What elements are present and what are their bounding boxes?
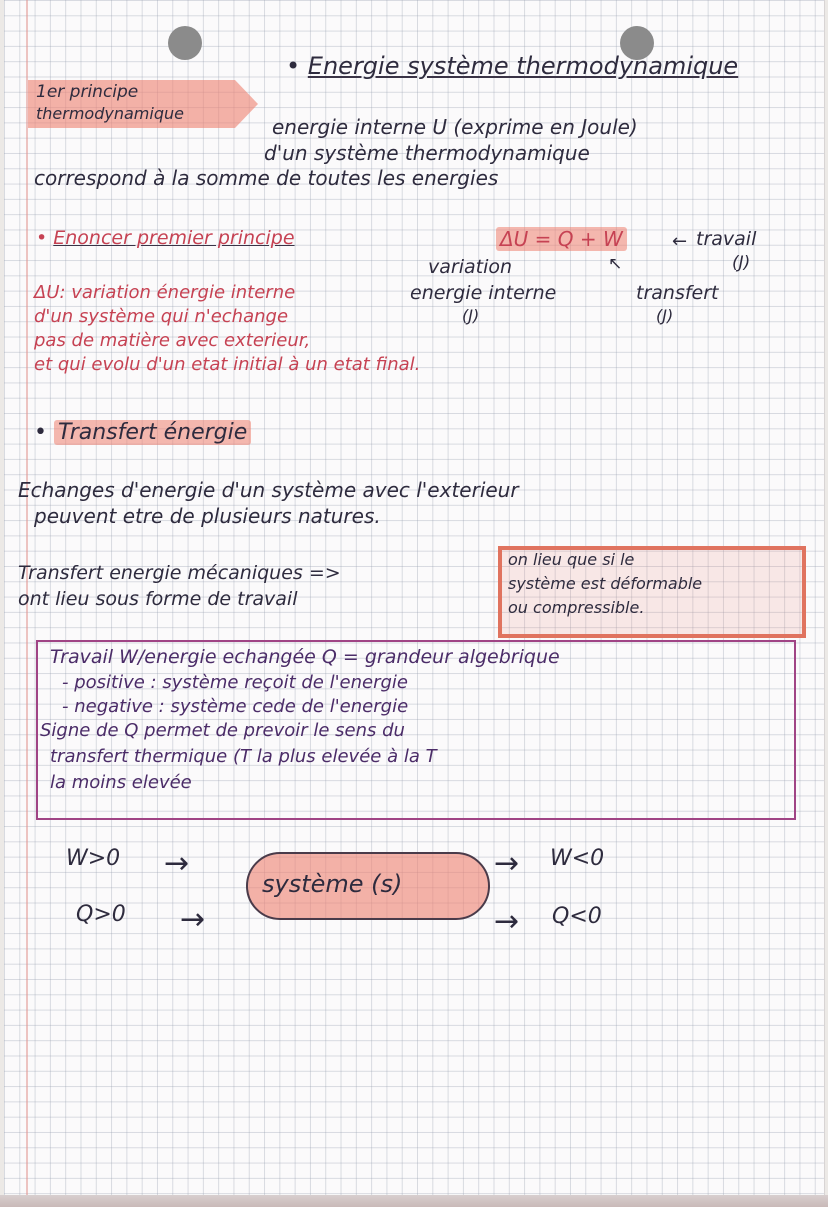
def-box-line2: - positive : système reçoit de l'energie xyxy=(62,672,408,693)
tr-unit: (J) xyxy=(656,306,674,325)
note-line1: on lieu que si le xyxy=(508,550,635,569)
enonce-heading: • Enoncer premier principe xyxy=(36,227,295,249)
label-travail: travail xyxy=(696,228,757,250)
meca-line2: ont lieu sous forme de travail xyxy=(18,588,298,610)
def-box-line6: la moins elevée xyxy=(50,772,192,793)
notebook-page xyxy=(4,0,825,1195)
def-box-line3: - negative : système cede de l'energie xyxy=(62,696,409,717)
binder-hole xyxy=(168,26,202,60)
def-line1: ΔU: variation énergie interne xyxy=(34,282,296,303)
def-line4: et qui evolu d'un etat initial à un etat final. xyxy=(34,354,421,375)
w-in-label: W>0 xyxy=(66,846,121,871)
page-title: • Energie système thermodynamique xyxy=(286,52,739,80)
def-line2: d'un système qui n'echange xyxy=(34,306,289,327)
arrow-right-icon: → xyxy=(494,846,520,881)
q-out-label: Q<0 xyxy=(552,904,602,929)
transfert-heading: • Transfert énergie xyxy=(34,420,251,445)
arrow-to-travail: ← xyxy=(672,231,688,252)
bullet-icon: • xyxy=(286,52,308,80)
def-box-line5: transfert thermique (T la plus elevée à la T xyxy=(50,746,437,767)
transfert-p1: Echanges d'energie d'un système avec l'exterieur xyxy=(18,478,519,502)
bullet-icon: • xyxy=(34,420,54,445)
formula: ΔU = Q + W xyxy=(496,227,627,251)
travail-unit: (J) xyxy=(732,253,751,273)
note-line2: système est déformable xyxy=(508,574,703,593)
q-in-label: Q>0 xyxy=(76,902,126,927)
arrow-up-icon: ↖ xyxy=(608,254,623,274)
def-line3: pas de matière avec exterieur, xyxy=(34,330,311,351)
section-tag-line1: 1er principe xyxy=(36,82,139,102)
def-box-line4: Signe de Q permet de prevoir le sens du xyxy=(40,720,405,741)
label-energie-interne: energie interne xyxy=(410,282,557,304)
intro-line2: d'un système thermodynamique xyxy=(264,141,590,165)
system-label: système (s) xyxy=(262,870,403,898)
arrow-right-icon: → xyxy=(494,904,520,939)
page-edge xyxy=(0,1195,828,1207)
arrow-right-icon: → xyxy=(164,846,190,881)
intro-line1: energie interne U (exprime en Joule) xyxy=(272,115,638,139)
transfert-p2: peuvent etre de plusieurs natures. xyxy=(34,504,381,528)
label-variation: variation xyxy=(428,256,513,278)
note-line3: ou compressible. xyxy=(508,598,645,617)
section-tag-line2: thermodynamique xyxy=(36,104,184,123)
ei-unit: (J) xyxy=(462,306,480,325)
def-box-line1: Travail W/energie echangée Q = grandeur algebrique xyxy=(50,646,560,668)
bullet-icon: • xyxy=(36,227,54,249)
label-transfert: transfert xyxy=(636,282,719,304)
meca-line1: Transfert energie mécaniques => xyxy=(18,562,341,584)
arrow-right-icon: → xyxy=(180,902,206,937)
w-out-label: W<0 xyxy=(550,846,605,871)
intro-line3: correspond à la somme de toutes les energies xyxy=(34,166,499,190)
